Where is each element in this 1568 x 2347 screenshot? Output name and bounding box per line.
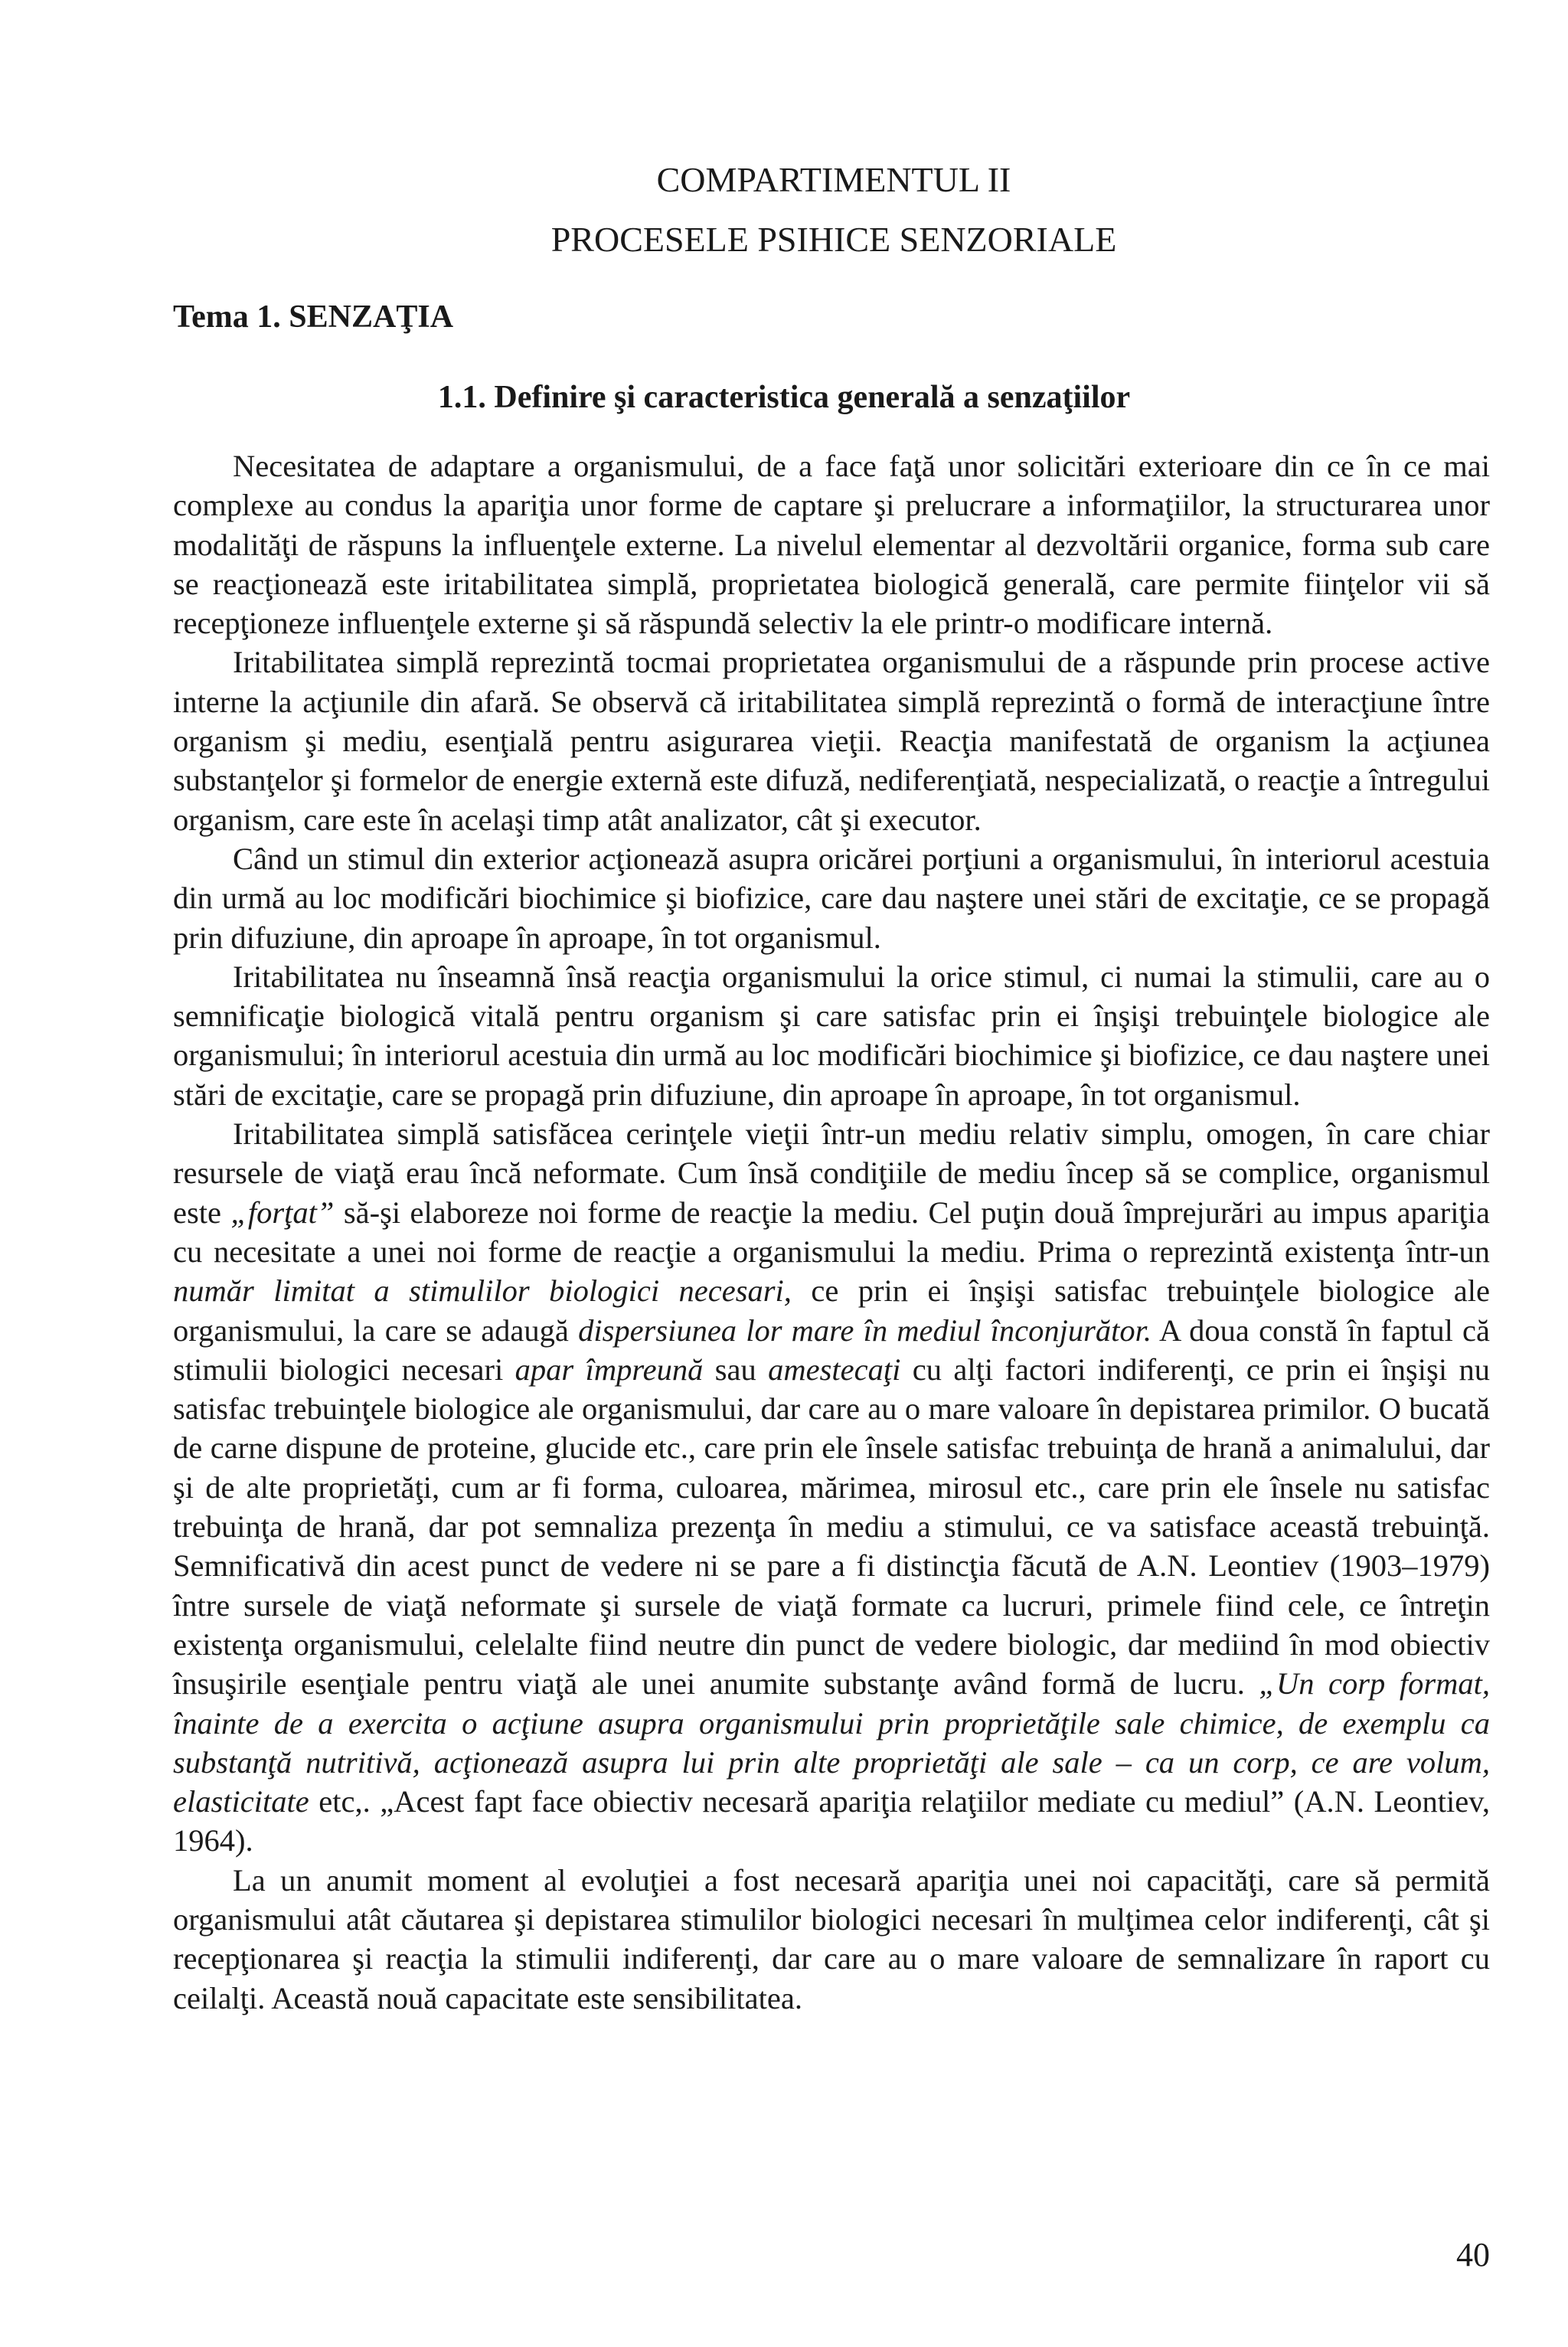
text-run: cu alţi factori indiferenţi, ce prin ei înşişi nu satisfac trebuinţele biologice ale organismului, dar care au o mare valoare în depistarea primilor. O bucată de carne dispune de proteine, glucide etc., care prin ele însele satisfac trebuinţa de hrană a animalului, dar şi de alte proprietăţi, cum ar fi forma, culoarea, mărimea, mirosul etc., care prin ele însele nu satisfac trebuinţa de hrană, dar pot semnaliza prezenţa în mediu a stimului, ce va satisface această trebuinţă. Semnificativă din acest punct de vedere ni se pare a fi distincţia făcută de A.N. Leontiev (1903–1979) între sursele de viaţă neformate şi sursele de viaţă formate ca lucruri, primele fiind cele, ce întreţin existenţa organismului, celelalte fiind neutre din punct de vedere biologic, dar mediind în mod obiectiv însuşirile esenţiale pentru viaţă ale unei anumite substanţe având formă de lucru. bbox=[173, 1352, 1490, 1701]
paragraph bbox=[173, 446, 1490, 642]
paragraph bbox=[173, 957, 1490, 1114]
italic-text: „forţat” bbox=[230, 1195, 335, 1230]
italic-text: „Un corp format, înainte de a exercita o acţiune asupra organismului prin proprietăţile sale chimice, de exemplu ca substanţă nutritivă, acţionează asupra lui prin alte proprietăţi ale sale – ca un corp, ce are volum, elasticitate bbox=[173, 1666, 1490, 1819]
text-run: Iritabilitatea simplă satisfăcea cerinţele vieţii într-un mediu relativ simplu, omogen, în care chiar resursele de viaţă erau încă neformate. Cum însă condiţiile de mediu încep să se complice, organismul este bbox=[173, 1116, 1490, 1230]
text-run: Când un stimul din exterior acţionează asupra oricărei porţiuni a organismului, în interiorul acestuia din urmă au loc modificări biochimice şi biofizice, care dau naştere unei stări de excitaţie, ce se propagă prin difuziune, din aproape în aproape, în tot organismul. bbox=[173, 841, 1490, 955]
text-run: La un anumit moment al evoluţiei a fost necesară apariţia unei noi capacităţi, care să permită organismului atât căutarea şi depistarea stimulilor biologici necesari în mulţimea celor indiferenţi, cât şi recepţionarea şi reacţia la stimulii indiferenţi, dar care au o mare valoare de semnalizare în raport cu ceilalţi. Această nouă capacitate este sensibilitatea. bbox=[173, 1862, 1490, 2015]
text-run: A doua constă în faptul că stimulii biologici necesari bbox=[173, 1312, 1490, 1387]
paragraph bbox=[173, 642, 1490, 838]
body-text bbox=[173, 446, 1490, 2018]
italic-text: apar împreună bbox=[514, 1352, 704, 1387]
paragraph bbox=[173, 1114, 1490, 1861]
text-run: să-şi elaboreze noi forme de reacţie la mediu. Cel puţin două împrejurări au impus apariţia cu necesitate a unei noi forme de reacţie a organismului la mediu. Prima o reprezintă existenţa într-un bbox=[173, 1195, 1490, 1269]
italic-text: număr limitat a stimulilor biologici necesari, bbox=[173, 1273, 792, 1309]
compartment-heading: COMPARTIMENTUL II bbox=[656, 160, 1011, 199]
topic-heading: Tema 1. SENZAŢIA bbox=[173, 299, 454, 335]
page-number: 40 bbox=[1456, 2236, 1490, 2273]
text-run: ce prin ei înşişi satisfac trebuinţele biologice ale organismului, la care se adaugă bbox=[173, 1273, 1490, 1348]
text-run: sau bbox=[703, 1352, 769, 1387]
italic-text: amestecaţi bbox=[768, 1352, 901, 1387]
text-run: Iritabilitatea nu înseamnă însă reacţia organismului la orice stimul, ci numai la stimulii, care au o semnificaţie biologică vitală pentru organism şi care satisfac prin ei înşişi trebuinţele biologice ale organismului; în interiorul acestuia din urmă au loc modificări biochimice şi biofizice, ce dau naştere unei stări de excitaţie, care se propagă prin difuziune, din aproape în aproape, în tot organismul. bbox=[173, 959, 1490, 1112]
italic-text: dispersiunea lor mare în mediul înconjurător. bbox=[578, 1312, 1152, 1348]
text-run: etc,. „Acest fapt face obiectiv necesară apariţia relaţiilor mediate cu mediul” (A.N. Leontiev, 1964). bbox=[173, 1784, 1490, 1858]
paragraph bbox=[173, 1861, 1490, 2018]
compartment-title: PROCESELE PSIHICE SENZORIALE bbox=[550, 220, 1117, 259]
text-run: Necesitatea de adaptare a organismului, de a face faţă unor solicitări exterioare din ce în ce mai complexe au condus la apariţia unor forme de captare şi prelucrare a informaţiilor, la structurarea unor modalităţi de răspuns la influenţele externe. La nivelul elementar al dezvoltării organice, forma sub care se reacţionează este iritabilitatea simplă, proprietatea biologică generală, care permite fiinţelor vii să recepţioneze influenţele externe şi să răspundă selectiv la ele printr-o modificare internă. bbox=[173, 449, 1490, 641]
text-run: Iritabilitatea simplă reprezintă tocmai proprietatea organismului de a răspunde prin procese active interne la acţiunile din afară. Se observă că iritabilitatea simplă reprezintă o formă de interacţiune între organism şi mediu, esenţială pentru asigurarea vieţii. Reacţia manifestată de organism la acţiunea substanţelor şi formelor de energie externă este difuză, nediferenţiată, nespecializată, o reacţie a întregului organism, care este în acelaşi timp atât analizator, cât şi executor. bbox=[173, 645, 1490, 837]
section-heading: 1.1. Definire şi caracteristica generală a senzaţiilor bbox=[437, 380, 1131, 415]
paragraph bbox=[173, 839, 1490, 957]
